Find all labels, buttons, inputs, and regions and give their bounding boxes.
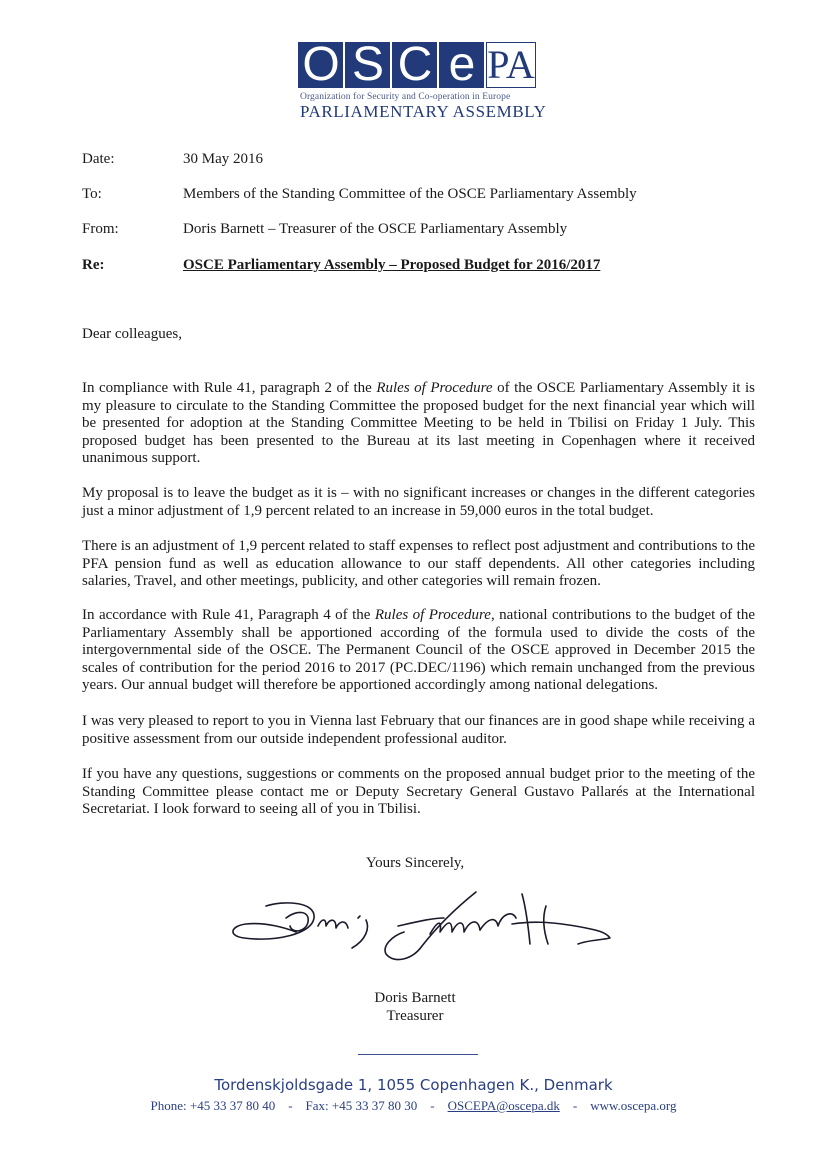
to-value: Members of the Standing Committee of the OSCE Parliamentary Assembly [183,186,637,202]
footer-email-link[interactable]: OSCEPA@oscepa.dk [447,1098,560,1113]
footer-separator: - [288,1098,293,1113]
footer-fax: Fax: +45 33 37 80 30 [305,1098,418,1113]
logo-letter-e: e [439,42,484,88]
logo-pa: PA [487,42,535,87]
closing: Yours Sincerely, [365,855,465,871]
logo-assembly-name: PARLIAMENTARY ASSEMBLY [300,102,547,121]
footer-address: Tordenskjoldsgade 1, 1055 Copenhagen K., Denmark [214,1076,613,1094]
footer-separator: - [572,1098,578,1113]
paragraph-4: In accordance with Rule 41, Paragraph 4 of the Rules of Procedure, national contributions to the budget of the Parliamentary Assembly shall be apportioned according of the formula used to divide the costs of the intergovernmental side of the OSCE. The Permanent Council of the OSCE approved in December 2015 the scales of contribution for the period 2016 to 2017 (PC.DEC/1196) which remain unchanged from the previous years. Our annual budget will therefore be apportioned accordingly among national delegations. [82,607,755,693]
date-label: Date: [82,151,115,167]
logo-organization-name: Organization for Security and Co-operation in Europe [300,92,511,102]
footer-divider [358,1054,478,1055]
oscepa-logo [298,38,547,122]
paragraph-1: In compliance with Rule 41, paragraph 2 of the Rules of Procedure of the OSCE Parliamentary Assembly it is my pleasure to circulate to the Standing Committee the proposed budget for the next financial year which will be presented for adoption at the Standing Committee Meeting to be held in Tbilisi on Friday 1 July. This proposed budget has been presented to the Bureau at its last meeting in Copenhagen where it received unanimous support. [82,380,755,466]
footer-separator: - [430,1098,435,1113]
paragraph-2: My proposal is to leave the budget as it is – with no significant increases or changes in the different categories just a minor adjustment of 1,9 percent related to an increase in 59,000 euros in the total budget. [82,485,755,519]
salutation: Dear colleagues, [82,326,182,342]
footer-website-link[interactable]: www.oscepa.org [590,1098,677,1113]
logo-letter-c: C [392,42,437,88]
re-subject: OSCE Parliamentary Assembly – Proposed Budget for 2016/2017 [183,257,601,273]
handwritten-signature [226,888,616,970]
paragraph-6: If you have any questions, suggestions or comments on the proposed annual budget prior to the meeting of the Standing Committee please contact me or Deputy Secretary General Gustavo Pallarés at the International Secretariat. I look forward to seeing all of you in Tbilisi. [82,766,755,817]
logo-letter-s: S [345,42,390,88]
logo-letter-o: O [298,42,343,88]
from-value: Doris Barnett – Treasurer of the OSCE Parliamentary Assembly [183,221,568,237]
footer-phone: Phone: +45 33 37 80 40 [150,1098,276,1113]
signatory-title: Treasurer [386,1008,444,1024]
footer-contact [0,1098,827,1114]
signatory-name: Doris Barnett [374,990,456,1006]
re-label: Re: [82,257,105,273]
paragraph-3: There is an adjustment of 1,9 percent related to staff expenses to reflect post adjustment and contributions to the PFA pension fund as well as education allowance to our staff dependents. All other categories including salaries, Travel, and other meetings, publicity, and other categories will remain frozen. [82,538,755,589]
from-label: From: [82,221,119,237]
to-label: To: [82,186,102,202]
paragraph-5: I was very pleased to report to you in Vienna last February that our finances are in good shape while receiving a positive assessment from our outside independent professional auditor. [82,713,755,747]
date-value: 30 May 2016 [183,151,263,167]
